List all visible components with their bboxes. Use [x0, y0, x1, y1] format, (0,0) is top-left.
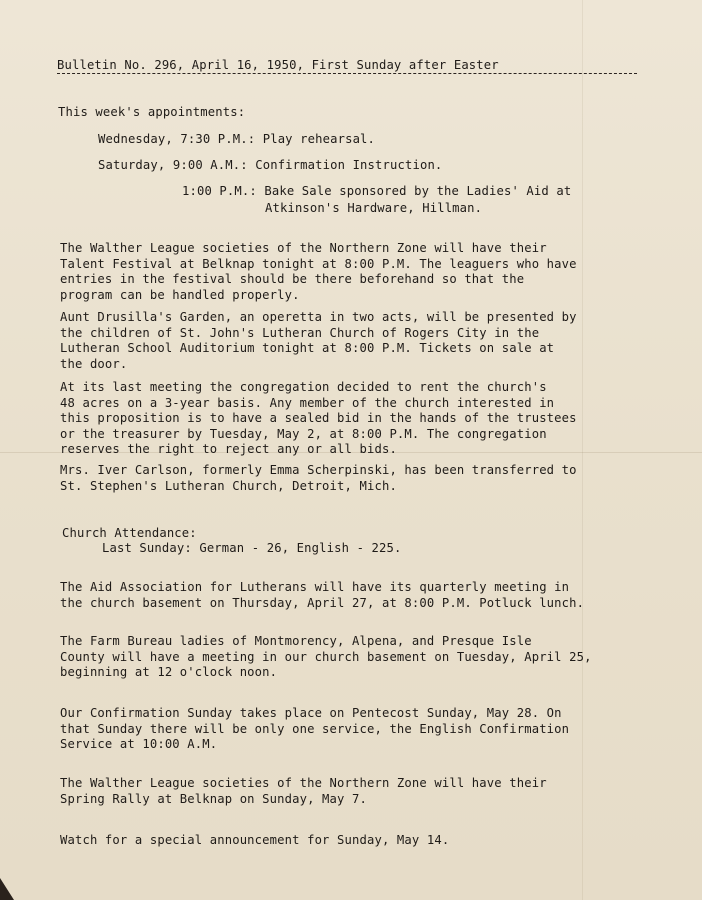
appointment-saturday: Saturday, 9:00 A.M.: Confirmation Instruction.: [98, 158, 443, 172]
notice-confirmation-sunday: Our Confirmation Sunday takes place on Pentecost Sunday, May 28. On that Sunday there will be only one service, the English Confirmation Service at 10:00 A.M.: [60, 706, 570, 752]
appointment-bake-sale: 1:00 P.M.: Bake Sale sponsored by the Ladies' Aid at: [182, 184, 572, 198]
appointments-title: This week's appointments:: [58, 105, 246, 119]
bulletin-header: Bulletin No. 296, April 16, 1950, First Sunday after Easter: [57, 58, 499, 72]
notice-spring-rally: The Walther League societies of the Northern Zone will have their Spring Rally at Belknap on Sunday, May 7.: [60, 776, 547, 806]
announcement-transfer: Mrs. Iver Carlson, formerly Emma Scherpinski, has been transferred to St. Stephen's Lutheran Church, Detroit, Mich.: [60, 463, 577, 493]
notice-special-announcement: Watch for a special announcement for Sunday, May 14.: [60, 833, 450, 847]
announcement-land-rental: At its last meeting the congregation decided to rent the church's 48 acres on a 3-year basis. Any member of the church interested in this proposition is to have a sealed bid in the hands of the trustees or the treasurer by Tuesday, May 2, at 8:00 P.M. The congregation reserves the right to reject any or all bids.: [60, 380, 577, 457]
attendance-title: Church Attendance:: [62, 526, 197, 540]
attendance-detail: Last Sunday: German - 26, English - 225.: [102, 541, 402, 555]
announcement-operetta: Aunt Drusilla's Garden, an operetta in two acts, will be presented by the children of St. John's Lutheran Church of Rogers City in the Lutheran School Auditorium tonight at 8:00 P.M. Tickets on sale at the door.: [60, 310, 577, 371]
notice-aid-association: The Aid Association for Lutherans will have its quarterly meeting in the church basement on Thursday, April 27, at 8:00 P.M. Potluck lunch.: [60, 580, 585, 610]
torn-corner: [0, 878, 14, 900]
appointment-bake-sale-location: Atkinson's Hardware, Hillman.: [265, 201, 483, 215]
appointment-wednesday: Wednesday, 7:30 P.M.: Play rehearsal.: [98, 132, 376, 146]
header-rule: [57, 73, 637, 74]
notice-farm-bureau: The Farm Bureau ladies of Montmorency, Alpena, and Presque Isle County will have a meeting in our church basement on Tuesday, April 25, beginning at 12 o'clock noon.: [60, 634, 592, 680]
announcement-talent-festival: The Walther League societies of the Northern Zone will have their Talent Festival at Belknap tonight at 8:00 P.M. The leaguers who have entries in the festival should be there beforehand so that the program can be handled properly.: [60, 241, 577, 302]
